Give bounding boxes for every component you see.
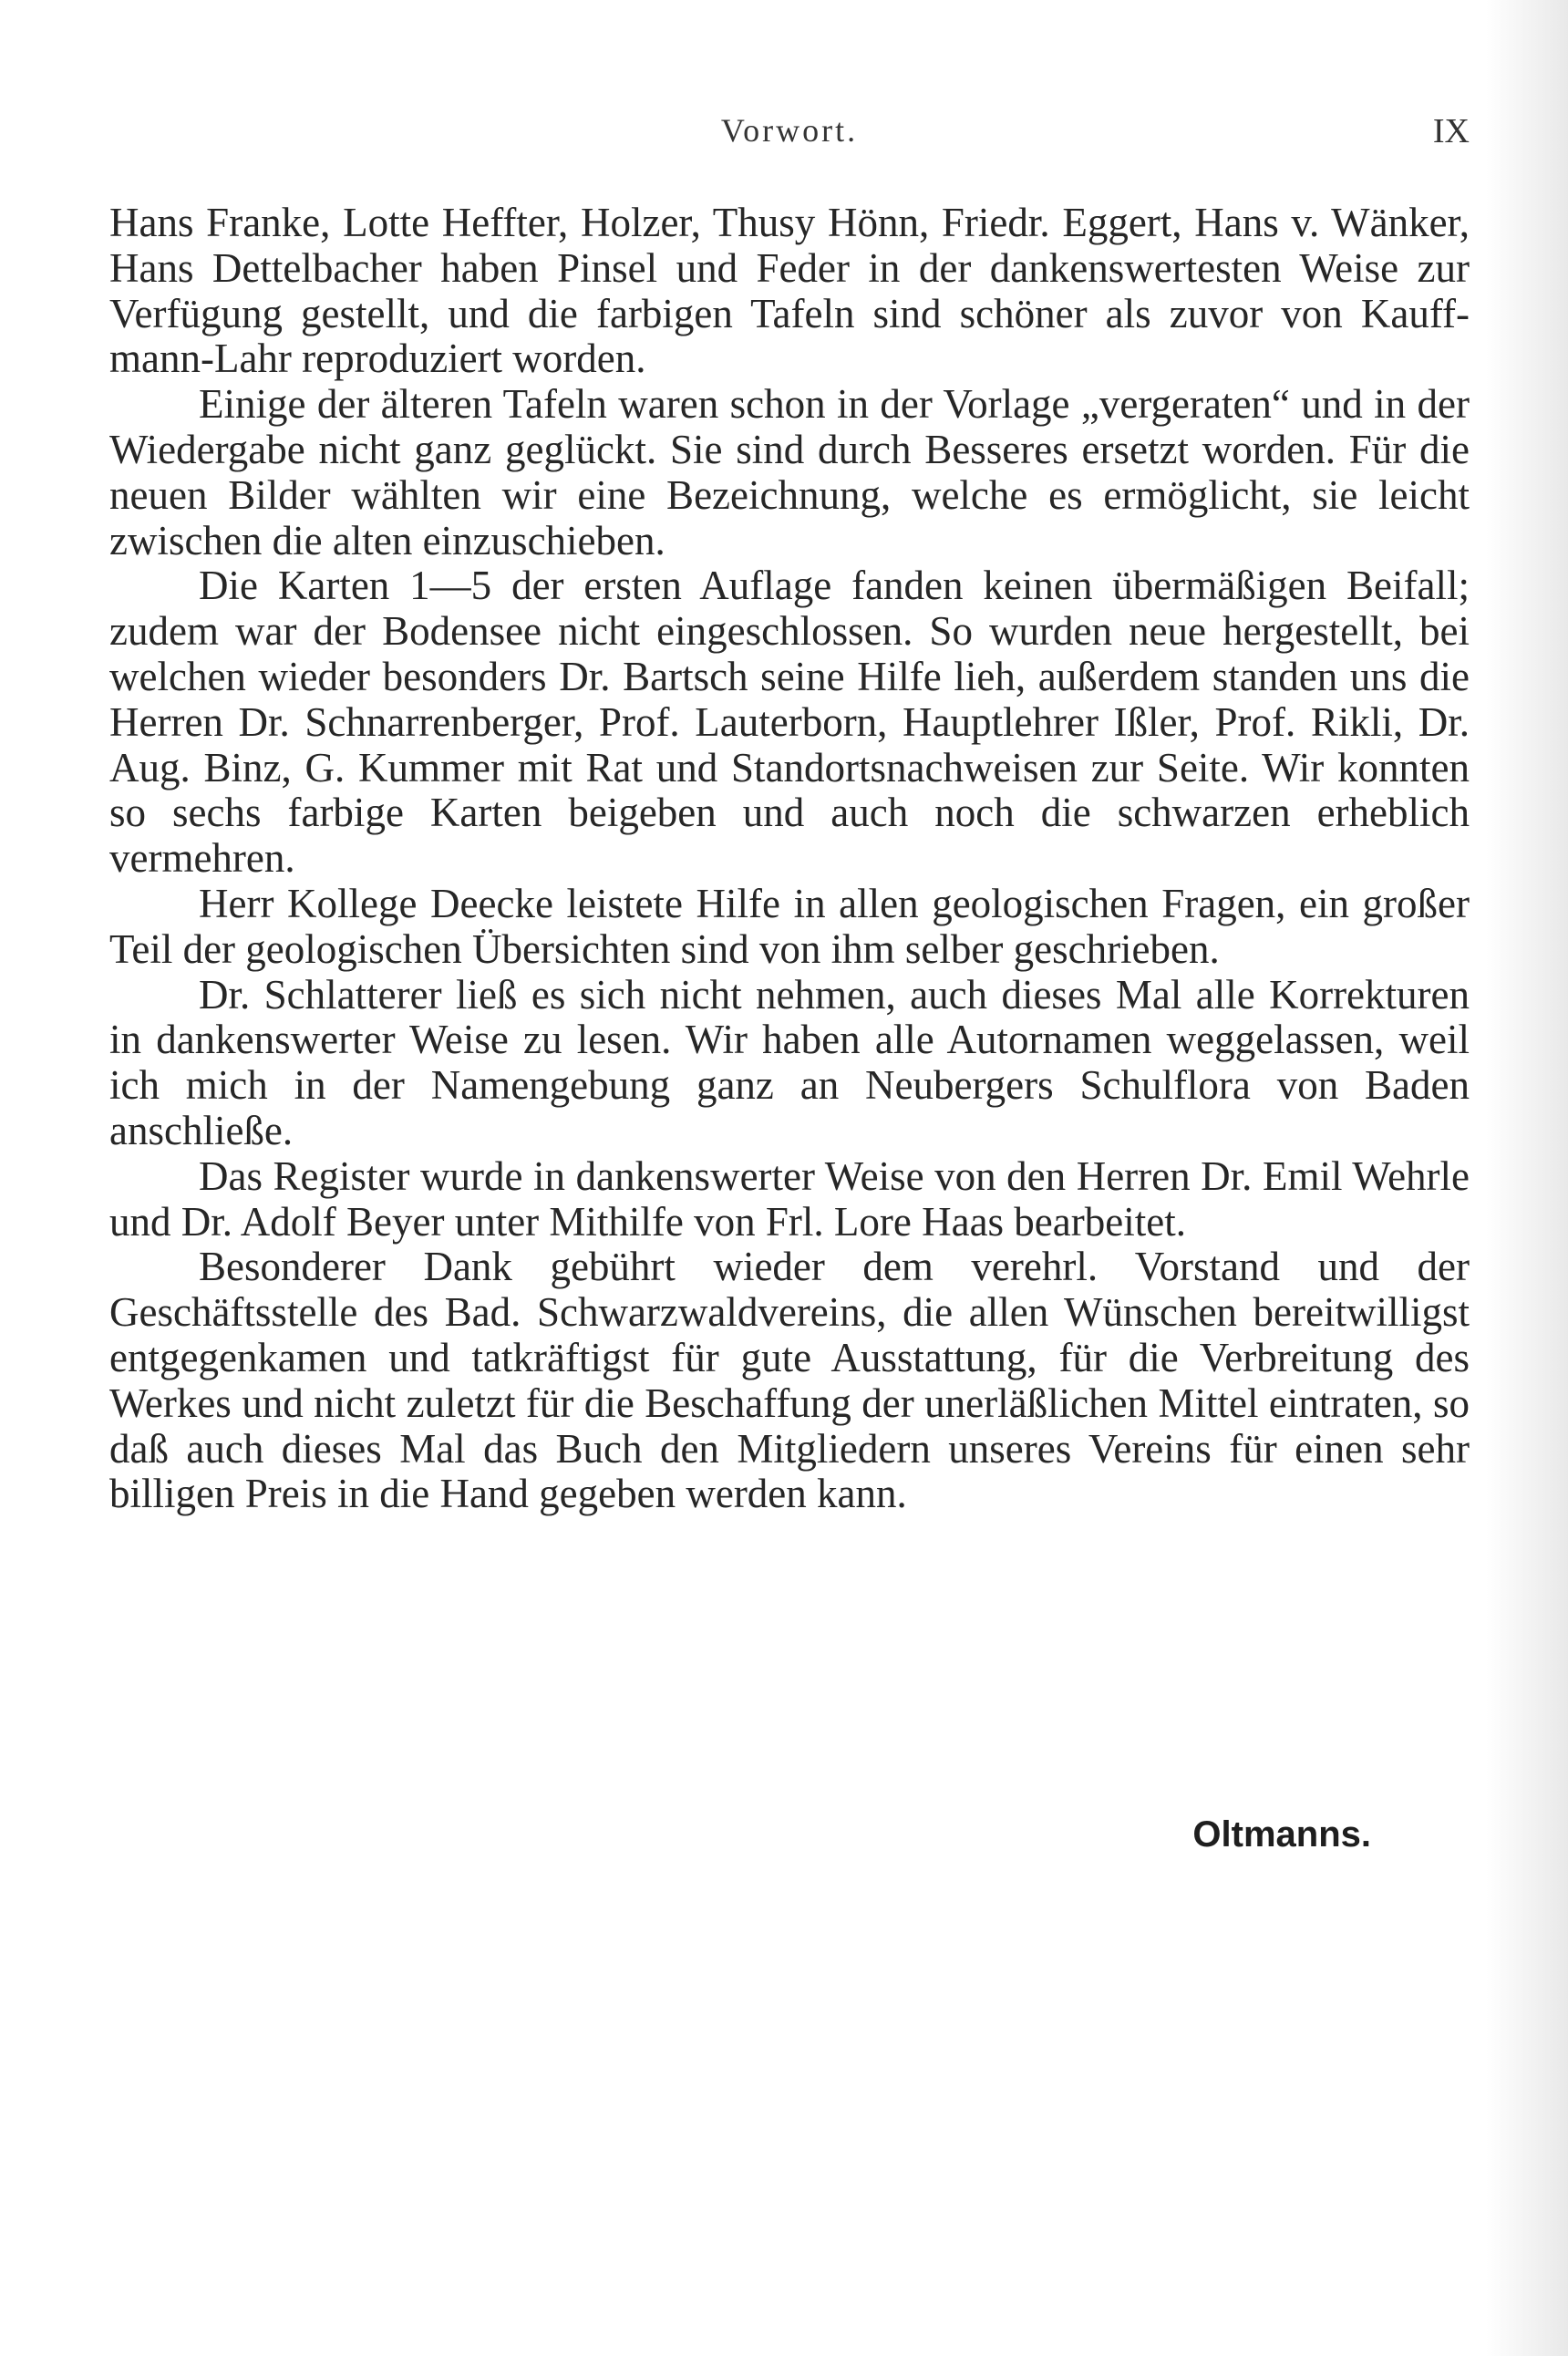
paragraph-5: Dr. Schlatterer ließ es sich nicht nehmen, auch dieses Mal alle Korrekturen in dankenswerter Weise zu lesen. Wir haben alle Autornamen weggelassen, weil ich mich in der Namengebung ganz an Neubergers Schulflora von Baden anschließe. <box>109 971 1470 1153</box>
page-edge-shadow <box>1486 0 1568 2356</box>
paragraph-3: Die Karten 1—5 der ersten Auflage fanden keinen übermäßigen Beifall; zudem war der Bodensee nicht eingeschlossen. So wurden neue hergestellt, bei welchen wieder besonders Dr. Bartsch seine Hilfe lieh, außerdem standen uns die Herren Dr. Schnarrenberger, Prof. Lauterborn, Hauptlehrer Ißler, Prof. Rikli, Dr. Aug. Binz, G. Kummer mit Rat und Standortsnachweisen zur Seite. Wir konnten so sechs farbige Karten beigeben und auch noch die schwarzen erheblich vermehren. <box>109 563 1470 882</box>
page-number: IX <box>1432 112 1470 150</box>
paragraph-2: Einige der älteren Tafeln waren schon in der Vorlage „vergeraten“ und in der Wiedergabe nicht ganz geglückt. Sie sind durch Besseres ersetzt worden. Für die neuen Bilder wählten wir eine Bezeichnung, welche es ermöglicht, sie leicht zwischen die alten einzuschieben. <box>109 381 1470 563</box>
paragraph-6: Das Register wurde in dankenswerter Weise von den Herren Dr. Emil Wehrle und Dr. Adolf Beyer unter Mithilfe von Frl. Lore Haas bearbeitet. <box>109 1152 1470 1245</box>
paragraph-1: Hans Franke, Lotte Heffter, Holzer, Thusy Hönn, Friedr. Eggert, Hans v. Wänker, Hans Dettelbacher haben Pinsel und Feder in der dankenswertesten Weise zur Verfügung gestellt, und die farbigen Tafeln sind schöner als zuvor von Kauff mann-Lahr reproduziert worden. <box>109 200 1470 382</box>
paragraph-7: Besonderer Dank gebührt wieder dem verehrl. Vorstand und der Geschäftsstelle des Bad. Schwarzwaldvereins, die allen Wünschen bereitwilligst entgegenkamen und tatkräftigst für gute Ausstattung, für die Verbreitung des Werkes und nicht zuletzt für die Beschaffung der unerläßlichen Mittel eintraten, so daß auch dieses Mal das Buch den Mitgliedern unseres Vereins für einen sehr billigen Preis in die Hand gegeben werden kann. <box>109 1244 1470 1517</box>
running-title: Vorwort. <box>720 112 859 149</box>
signature: Oltmanns. <box>1192 1814 1371 1855</box>
body-text <box>109 201 1470 1517</box>
book-page <box>109 0 1470 2356</box>
page-header <box>109 111 1470 166</box>
paragraph-4: Herr Kollege Deecke leistete Hilfe in allen geologischen Fragen, ein großer Teil der geologischen Übersichten sind von ihm selber geschrieben. <box>109 880 1470 972</box>
